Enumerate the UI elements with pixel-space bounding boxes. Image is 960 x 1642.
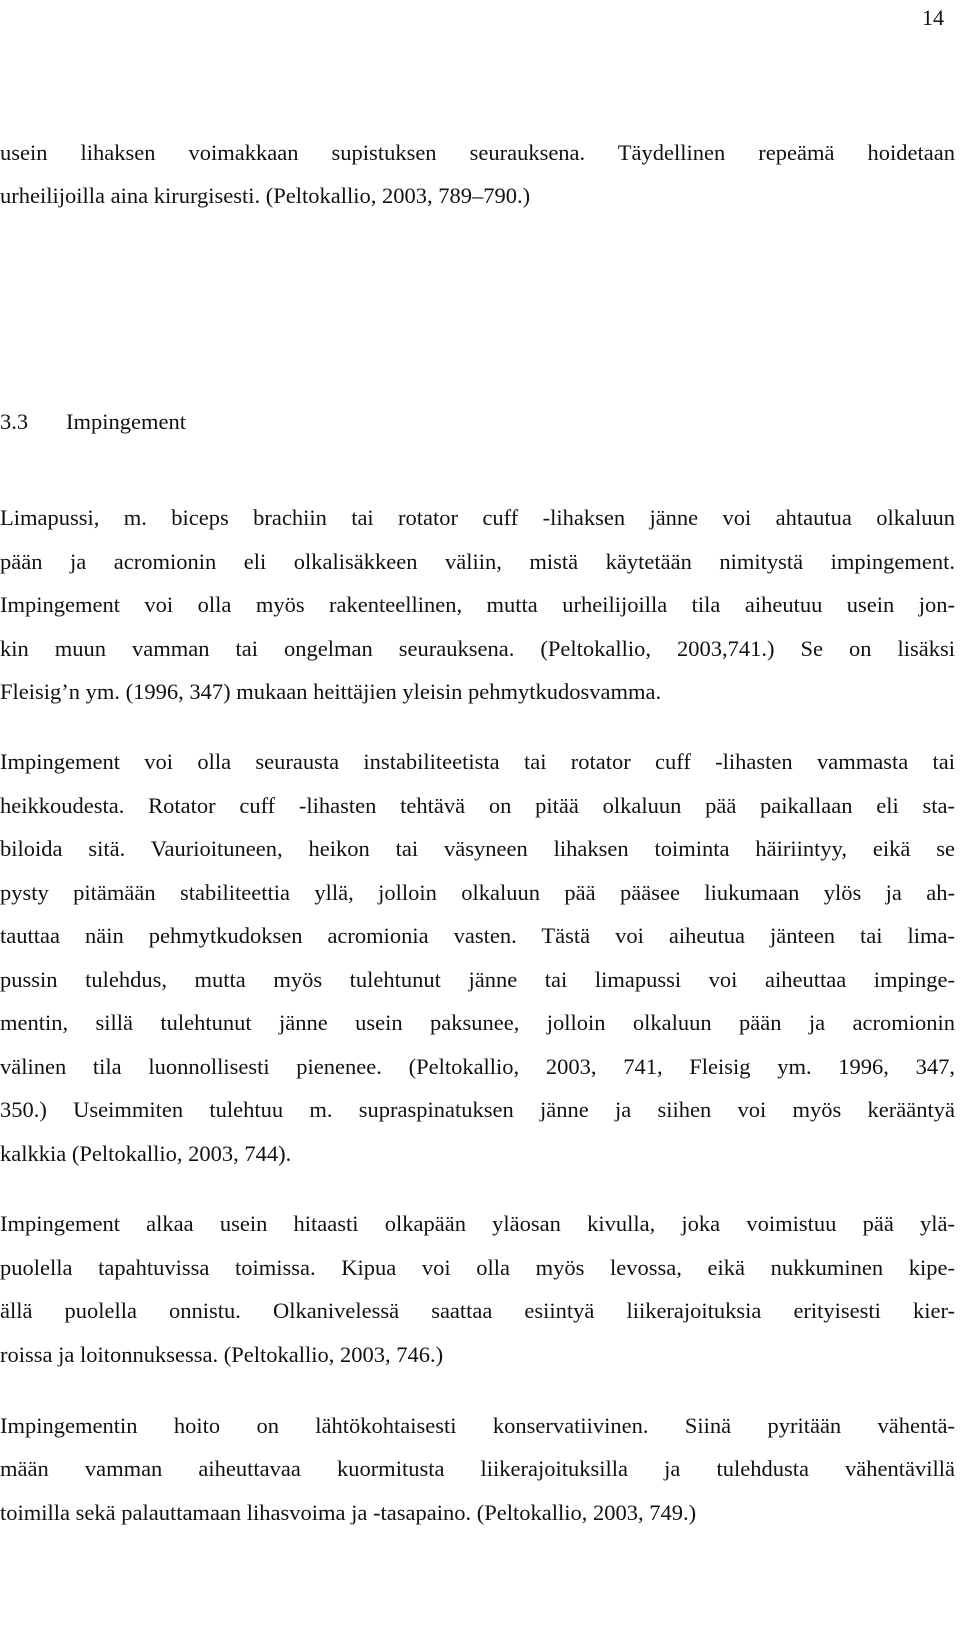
section-title: Impingement xyxy=(66,409,186,434)
p2-line-9: 350.) Useimmiten tulehtuu m. supraspinatuksen jänne ja siihen voi myös kerääntyä xyxy=(0,1097,955,1122)
p3-line-3: ällä puolella onnistu. Olkanivelessä saattaa esiintyä liikerajoituksia erityisesti kier- xyxy=(0,1298,955,1323)
p3-line-2: puolella tapahtuvissa toimissa. Kipua voi olla myös levossa, eikä nukkuminen kipe- xyxy=(0,1255,955,1280)
p2-line-2: heikkoudesta. Rotator cuff -lihasten tehtävä on pitää olkaluun pää paikallaan eli sta- xyxy=(0,793,955,818)
p2-line-10: kalkkia (Peltokallio, 2003, 744). xyxy=(0,1141,292,1166)
p1-line-3: Impingement voi olla myös rakenteellinen, mutta urheilijoilla tila aiheutuu usein jon- xyxy=(0,592,955,617)
intro-line-1: usein lihaksen voimakkaan supistuksen seurauksena. Täydellinen repeämä hoidetaan xyxy=(0,140,955,165)
page-number: 14 xyxy=(922,5,944,30)
p1-line-4: kin muun vamman tai ongelman seurauksena. (Peltokallio, 2003,741.) Se on lisäksi xyxy=(0,636,955,661)
p4-line-2: mään vamman aiheuttavaa kuormitusta liikerajoituksilla ja tulehdusta vähentävillä xyxy=(0,1456,955,1481)
p1-line-2: pään ja acromionin eli olkalisäkkeen väliin, mistä käytetään nimitystä impingement. xyxy=(0,549,955,574)
p4-line-1: Impingementin hoito on lähtökohtaisesti konservatiivinen. Siinä pyritään vähentä- xyxy=(0,1413,955,1438)
p2-line-6: pussin tulehdus, mutta myös tulehtunut jänne tai limapussi voi aiheuttaa impinge- xyxy=(0,967,955,992)
p1-line-1: Limapussi, m. biceps brachiin tai rotator cuff -lihaksen jänne voi ahtautua olkaluun xyxy=(0,505,955,530)
p2-line-1: Impingement voi olla seurausta instabiliteetista tai rotator cuff -lihasten vammasta tai xyxy=(0,749,955,774)
p3-line-4: roissa ja loitonnuksessa. (Peltokallio, 2003, 746.) xyxy=(0,1342,444,1367)
p2-line-3: biloida sitä. Vaurioituneen, heikon tai väsyneen lihaksen toiminta häiriintyy, eikä se xyxy=(0,836,955,861)
p2-line-4: pysty pitämään stabiliteettia yllä, jolloin olkaluun pää pääsee liukumaan ylös ja ah- xyxy=(0,880,955,905)
p2-line-7: mentin, sillä tulehtunut jänne usein paksunee, jolloin olkaluun pään ja acromionin xyxy=(0,1010,955,1035)
p2-line-8: välinen tila luonnollisesti pienenee. (Peltokallio, 2003, 741, Fleisig ym. 1996, 347, xyxy=(0,1054,955,1079)
p4-line-3: toimilla sekä palauttamaan lihasvoima ja -tasapaino. (Peltokallio, 2003, 749.) xyxy=(0,1500,697,1525)
p2-line-5: tauttaa näin pehmytkudoksen acromionia vasten. Tästä voi aiheutua jänteen tai lima- xyxy=(0,923,955,948)
intro-line-2: urheilijoilla aina kirurgisesti. (Peltokallio, 2003, 789–790.) xyxy=(0,183,531,208)
section-number: 3.3 xyxy=(0,409,29,434)
section-heading xyxy=(0,407,186,437)
p1-line-5: Fleisig’n ym. (1996, 347) mukaan heittäjien yleisin pehmytkudosvamma. xyxy=(0,679,662,704)
p3-line-1: Impingement alkaa usein hitaasti olkapään yläosan kivulla, joka voimistuu pää ylä- xyxy=(0,1211,955,1236)
